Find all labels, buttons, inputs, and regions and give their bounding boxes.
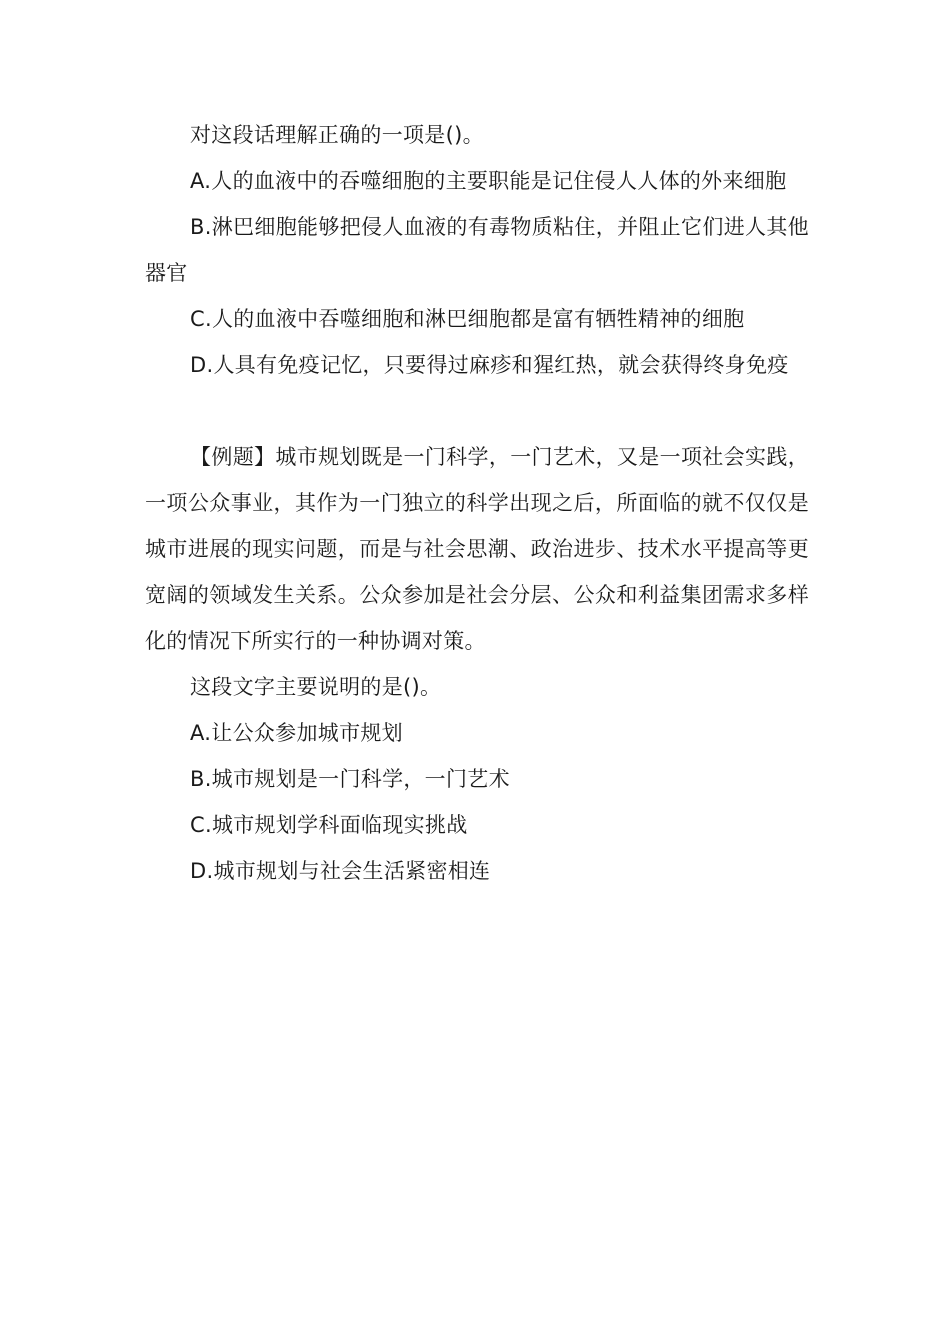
document-content — [145, 112, 809, 894]
question1-prompt: 对这段话理解正确的一项是()。 — [190, 123, 484, 147]
question1-option-d: D.人具有免疫记忆，只要得过麻疹和猩红热，就会获得终身免疫 — [190, 353, 789, 377]
example-option-a: A.让公众参加城市规划 — [190, 721, 403, 745]
example-prompt: 这段文字主要说明的是()。 — [190, 675, 442, 699]
example-option-c: C.城市规划学科面临现实挑战 — [190, 813, 468, 837]
example-option-d: D.城市规划与社会生活紧密相连 — [190, 859, 491, 883]
example-passage: 【例题】城市规划既是一门科学，一门艺术，又是一项社会实践，一项公众事业，其作为一门独立的科学出现之后，所面临的就不仅仅是城市进展的现实问题，而是与社会思潮、政治进步、技术水平提高等更宽阔的领域发生关系。公众参加是社会分层、公众和利益集团需求多样化的情况下所实行的一种协调对策。 — [145, 445, 809, 653]
question1-option-b: B.淋巴细胞能够把侵人血液的有毒物质粘住，并阻止它们进人其他器官 — [145, 215, 809, 285]
section-spacer — [145, 388, 809, 434]
question1-option-c: C.人的血液中吞噬细胞和淋巴细胞都是富有牺牲精神的细胞 — [190, 307, 745, 331]
question1-option-a: A.人的血液中的吞噬细胞的主要职能是记住侵人人体的外来细胞 — [190, 169, 787, 193]
example-option-b: B.城市规划是一门科学，一门艺术 — [190, 767, 510, 791]
